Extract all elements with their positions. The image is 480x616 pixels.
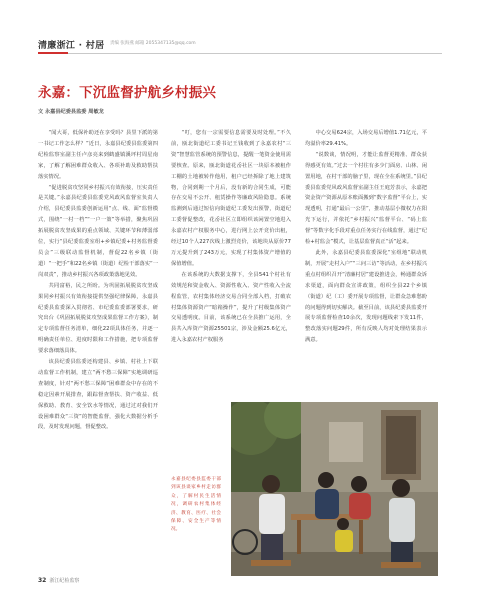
- magazine-name: 浙江纪检监察: [49, 578, 80, 584]
- page-header: [38, 38, 450, 52]
- text-column-1: [38, 128, 158, 433]
- paragraph: 在该系统的大数据支撑下，全县541个村社有效规范和资金收入、资源性收入、资产性收入全流程监管，农村集体经济交易合同全部入档，打破农村集体资源资产“暗箱操作”，提升了村级集体资产交易透明度。目前，该系统已在全县推广运用，全县共入库资产资源25501宗，涉及金额25.6亿元，进入永嘉农村产权服务: [171, 271, 291, 344]
- header-accent-bar: [38, 52, 68, 54]
- header-divider: [38, 53, 442, 54]
- paragraph: 该县纪委县监委还构建县、乡镇、村社上下联动监督工作机制，建立“两不愁三保障”实地调研巡查制度，针对“两不愁三保障”困难群众中存在的不稳定因素开展排查，跟踪督查帮扶、资产收益、低保救助、教育、安全饮水等情况，通过过对我们开设困难群众“三资”的智能监督，强化大数据分析手段，及时发现问题，督促整改。: [38, 359, 158, 431]
- paragraph: 共同富裕，民之所盼。为巩固拓展脱贫攻坚成果同乡村振兴有效衔接提供坚强纪律保障，永嘉县纪委县监委深入贯彻省、市纪委监委部署要求，研究出台《巩固拓展脱贫攻坚成果监督工作方案》，制定专项监督任务清单，细化22项具体任务，并逐一明确责任单位、进度时限和工作措施，把专项监督要求落细落具体。: [38, 282, 158, 355]
- paragraph: “叮，您有一宗需要信息需要及时处理。”不久前，瓯北街道纪工委书记王钱收到了永嘉农村“三资”智慧监管系统的预警信息，提醒一笔资金使用需要核查。原来，瓯北街道花岙社区一块原本被租作工棚的土地被转作他用，租户已经拆除了地上建筑物，合同到期一个月后，没有新的合同生成，可能存在交易不公开、租赁操作等廉政风险隐患。系统监测到后通过短信向街道纪工委发出预警，街道纪工委督促整改，花岙社区立即组织该闲置空地进入永嘉农村产权服务中心，进行网上公开竞价出租，经过10个人227次线上激烈竞价，该地块从原价77万元提升到了243万元，实现了村集体资产增值的保值增值。: [171, 130, 291, 267]
- article-byline: 文 永嘉县纪委县监委 周敏龙: [38, 109, 104, 115]
- paragraph: 中心交易624宗，入场交易后增值1.71亿元，平均溢价率29.41%。: [305, 130, 427, 147]
- text-column-3: [305, 128, 427, 346]
- text-column-2: [171, 128, 291, 346]
- page-footer: [38, 577, 79, 584]
- paragraph: “闻大哥，低保补助还在享受吗？县里下派的第一书记工作怎么样？”近日，永嘉县纪委县监委第四纪检监察室副主任卢彦亮来到鹤盛镇溪坪村周星南家，了解了解困难群众收入、各项补助及救助帮扶落实情况。: [38, 130, 158, 180]
- article-photo: [231, 402, 438, 576]
- section-label: 清廉浙江 · 村居: [38, 41, 105, 51]
- page-number: 32: [38, 577, 47, 584]
- photo-caption: 永嘉县纪委县监委干部到该县谈家乡村走访群众，了解村民生活情况，调研农村集体经济、教育、医疗、社会保障、安全生产等情况。: [171, 477, 221, 533]
- paragraph: “促进脱贫攻坚同乡村振兴有效衔接，压实责任是关键。”永嘉县纪委县监委党风政风监督室负责人介绍，县纪委县监委创新运用“点、线、面”监督模式，围绕“一村一档”“一户一策”等举措，聚焦巩固拓展脱贫攻坚成果的重点领域、关键环节和薄弱部位，实行“县纪委监委室组+乡镇纪委+村务监督委员会”三级联动监督机制，督促22名乡镇（街道）“一把手”和22名乡镇（街道）纪检干部落实“一岗双责”，推动乡村振兴各项政策落地见效。: [38, 184, 158, 278]
- article-title: 永嘉：下沉监督护航乡村振兴: [38, 85, 217, 101]
- paragraph: “说数谈，情况明，才能让监督更精准、群众获得感更有效。”过去一个村往有多少门面房、山林、闲置用地，在村干部的脑子里，现在全在系统里。”县纪委县监委党风政风监督室副主任王庭芳表示，永嘉把资金资产资源从原本账面搬到“数字监督”平台上，实现透明，打通“最后一公里”，推动基层小微权力在阳光下运行，并依托“乡村振兴”监督平台、“码上监督”等数字化手段对重点任务实行在线监督，通过“纪检+村监会”模式，让基层监督真正“活”起来。: [305, 151, 427, 246]
- paragraph: 此外，永嘉县纪委县监委深化“室组地”联动机制，开展“走村入户”“三问三访”等活动，在乡村振兴重点村组织召开“清廉村居”建设推进会，畅通群众诉求渠道，面向群众宣讲政策，组织全县22个乡镇（街道）纪（工）委开展专项监督，让群众急难愁盼的问题得到切实解决。截至目前，该县纪委县监委开展专项监督检查10余次，发现问题线索下发11件，整改落实问题29件，所有反映人均对处理结果表示满意。: [305, 249, 427, 344]
- editor-info: 责编 张海燕 邮箱 2055347135@qq.com: [110, 41, 196, 46]
